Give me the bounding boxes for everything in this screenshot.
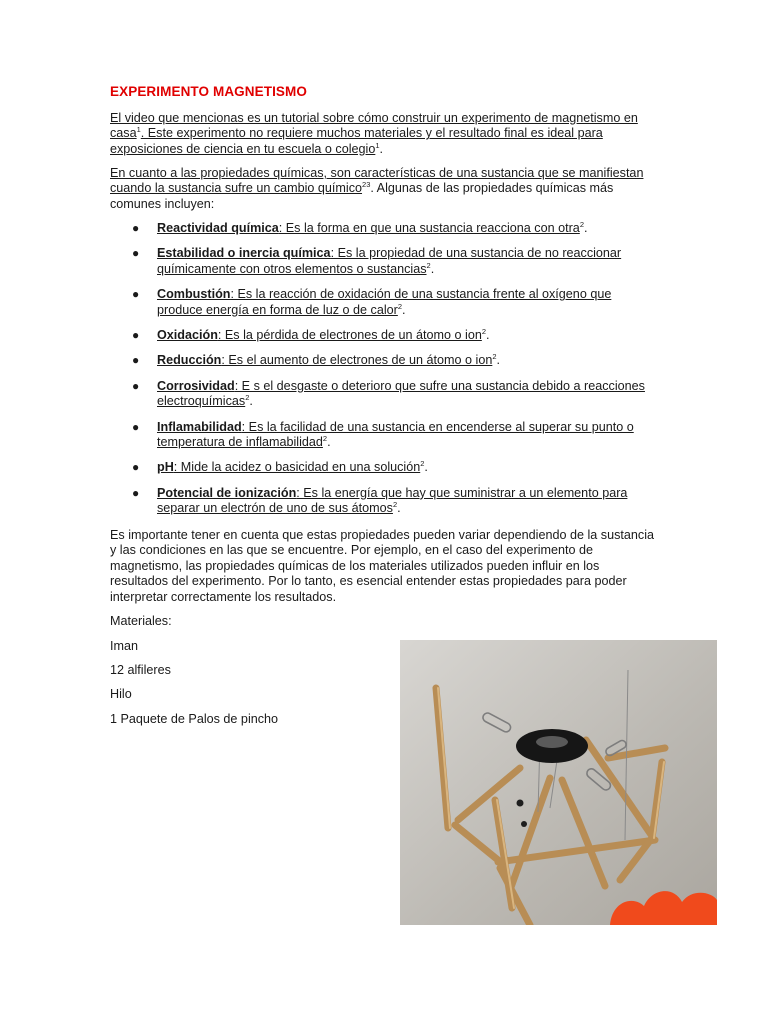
- property-term: Reactividad química: [157, 221, 279, 235]
- property-term: Corrosividad: [157, 378, 235, 393]
- footnote-ref: 2: [481, 327, 487, 337]
- bullet-icon: ●: [132, 378, 140, 393]
- material-item: 1 Paquete de Palos de pincho: [110, 712, 279, 726]
- property-term: Potencial de ionización: [157, 485, 297, 500]
- properties-intro-paragraph: [110, 166, 655, 212]
- magnet-hole: [536, 736, 568, 748]
- property-item: [110, 460, 655, 475]
- property-item: [110, 221, 655, 236]
- property-end: .: [486, 328, 490, 343]
- bullet-icon: ●: [132, 221, 140, 235]
- property-end: .: [424, 460, 428, 475]
- property-item: [110, 328, 655, 343]
- experiment-photo-illustration: [400, 640, 717, 925]
- intro-text-2: . Este experimento no requiere muchos materiales y el resultado final es ideal para exposiciones de ciencia en tu escuela o colegio: [110, 126, 603, 156]
- property-end: .: [496, 353, 501, 368]
- footnote-ref: 2: [492, 352, 497, 362]
- property-term: Oxidación: [157, 328, 218, 343]
- experiment-photo: [400, 640, 717, 925]
- footnote-ref: 2: [397, 301, 403, 311]
- property-item: [110, 420, 655, 451]
- property-description: : Es la propiedad de una sustancia de no reaccionar químicamente con otros elementos o sustancias: [157, 246, 622, 276]
- property-item: [110, 246, 655, 277]
- intro-text-1: El video que mencionas es un tutorial sobre cómo construir un experimento de magnetismo en casa: [110, 111, 638, 141]
- pin: [517, 800, 524, 807]
- property-description: : Es la pérdida de electrones de un átomo o ion: [217, 328, 482, 343]
- property-description: : Mide la acidez o basicidad en una solución: [173, 460, 421, 475]
- footnote-ref: 2: [426, 260, 431, 270]
- bullet-icon: ●: [132, 419, 140, 434]
- intro-paragraph: [110, 111, 655, 157]
- property-term: Inflamabilidad: [157, 419, 242, 434]
- property-description: : Es la energía que hay que suministrar a un elemento para separar un electrón de uno de sus átomos: [157, 485, 628, 516]
- property-end: .: [327, 435, 331, 450]
- footnote-ref: 2: [322, 434, 328, 444]
- document-title: EXPERIMENTO MAGNETISMO: [110, 84, 307, 99]
- property-item: [110, 486, 655, 517]
- footnote-ref: 1: [375, 140, 380, 150]
- bullet-icon: ●: [132, 328, 140, 343]
- property-end: .: [402, 302, 406, 317]
- bullet-icon: ●: [132, 287, 140, 302]
- footnote-ref: 23: [362, 180, 371, 190]
- bullet-icon: ●: [132, 485, 140, 500]
- material-item: 12 alfileres: [110, 663, 171, 677]
- property-description: : E s el desgaste o deterioro que sufre una sustancia debido a reacciones electroquímicas: [157, 378, 645, 409]
- material-item: Iman: [110, 639, 138, 653]
- property-end: .: [249, 394, 253, 409]
- footnote-ref: 2: [579, 220, 584, 229]
- bullet-icon: ●: [132, 246, 140, 261]
- footnote-ref: 2: [420, 459, 425, 469]
- bullet-icon: ●: [132, 460, 140, 475]
- materials-heading: Materiales:: [110, 614, 172, 628]
- property-term: pH: [157, 460, 174, 475]
- property-description: : Es el aumento de electrones de un átomo o ion: [221, 353, 493, 368]
- property-description: : Es la reacción de oxidación de una sustancia frente al oxígeno que produce energía en forma de luz o de calor: [157, 287, 612, 317]
- property-description: : Es la facilidad de una sustancia en encenderse al superar su punto o temperatura de inflamabilidad: [157, 419, 634, 450]
- property-term: Estabilidad o inercia química: [157, 246, 331, 261]
- property-description: : Es la forma en que una sustancia reacciona con otra: [278, 221, 580, 235]
- footnote-ref: 2: [245, 393, 250, 403]
- bullet-icon: ●: [132, 353, 140, 368]
- property-end: .: [583, 221, 588, 235]
- property-term: Combustión: [157, 287, 231, 302]
- property-item: [110, 287, 655, 318]
- footnote-ref: 2: [392, 500, 398, 510]
- pin: [521, 821, 527, 827]
- properties-intro-text-2: . Algunas de las propiedades químicas más comunes incluyen:: [110, 181, 614, 211]
- properties-intro-text-1: En cuanto a las propiedades químicas, son características de una sustancia que se manifiestan cuando la sustancia sufre un cambio químico: [110, 166, 644, 196]
- property-item: [110, 353, 655, 368]
- intro-text-3: .: [379, 141, 384, 156]
- conclusion-paragraph: Es importante tener en cuenta que estas propiedades pueden variar dependiendo de la sustancia y las condiciones en las que se encuentre. Por ejemplo, en el caso del experimento de magnetismo, las propiedades químicas de los materiales utilizados pueden influir en los resultados del experimento. Por lo tanto, es esencial entender estas propiedades para poder interpretar correctamente los resultados.: [110, 528, 655, 604]
- property-term: Reducción: [157, 353, 222, 368]
- property-item: [110, 379, 655, 410]
- property-end: .: [430, 261, 435, 276]
- material-item: Hilo: [110, 687, 132, 701]
- footnote-ref: 1: [136, 125, 141, 135]
- properties-list: [110, 221, 655, 527]
- property-end: .: [397, 501, 401, 516]
